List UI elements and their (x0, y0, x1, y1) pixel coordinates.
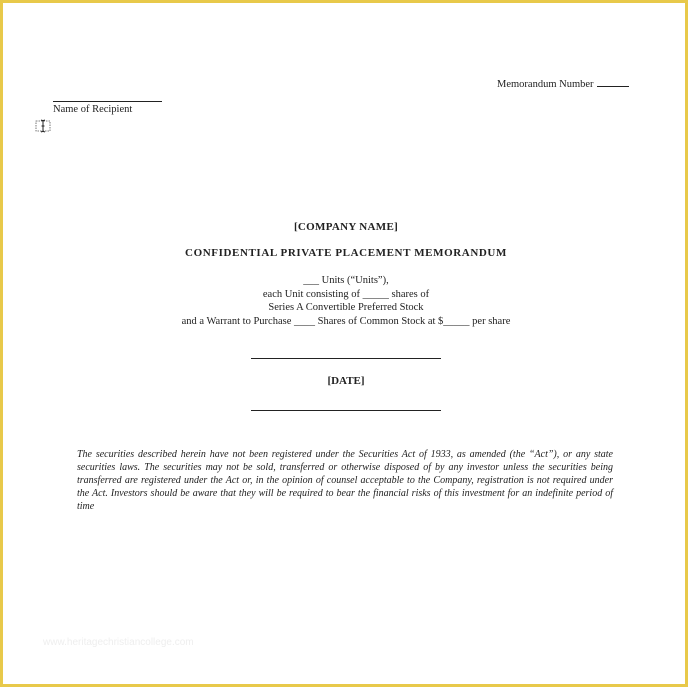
watermark-text: www.heritagechristiancollege.com (43, 637, 194, 648)
recipient-signature-line (53, 101, 162, 102)
offering-line-units: ___ Units (“Units”), (303, 275, 389, 286)
securities-legend: The securities described herein have not been registered under the Securities Act of 1933, as amended (the “Act”), or any state securities laws. The securities may not be sold, transferred or otherwise disposed of by any investor unless the securities being transferred are registered under the Act or, in the opinion of counsel acceptable to the Company, registration is not required under the Act. Investors should be aware that they will be required to bear the financial risks of this investment for an indefinite period of time (77, 449, 613, 512)
divider-top (251, 358, 441, 359)
document-date: [DATE] (327, 375, 365, 387)
text-cursor-icon (35, 118, 51, 134)
document-title: CONFIDENTIAL PRIVATE PLACEMENT MEMORANDUM (185, 247, 507, 259)
offering-line-warrant: and a Warrant to Purchase ____ Shares of Common Stock at $_____ per share (181, 315, 511, 327)
offering-description (3, 274, 688, 328)
divider-bottom (251, 410, 441, 411)
offering-line-shares: each Unit consisting of _____ shares of (262, 288, 430, 300)
offering-line-series: Series A Convertible Preferred Stock (268, 302, 424, 313)
memorandum-number (497, 78, 629, 90)
company-name: [COMPANY NAME] (293, 221, 399, 233)
recipient-label: Name of Recipient (53, 104, 133, 115)
memorandum-number-blank (597, 78, 629, 87)
memorandum-number-label: Memorandum Number (497, 79, 594, 90)
